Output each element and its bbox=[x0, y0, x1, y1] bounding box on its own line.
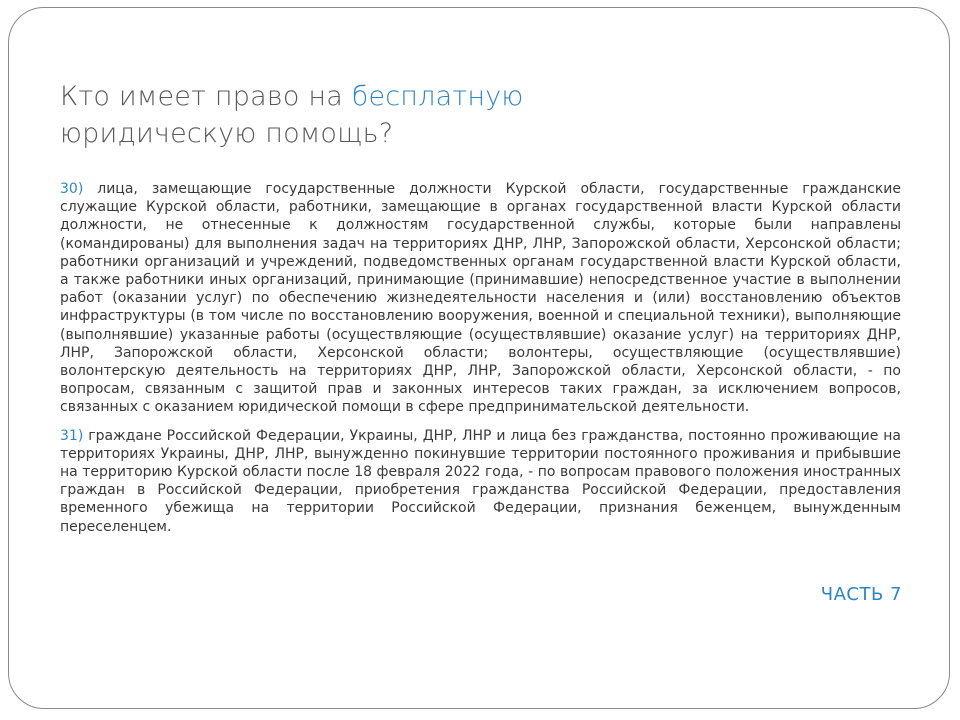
slide-title bbox=[60, 78, 760, 152]
paragraph-text: лица, замещающие государственные должности Курской области, государственные гражданские служащие Курской области, работники, замещающие в органах государственной власти Курской области должности, не отнесенные к должностям государственной службы, которые были направлены (командированы) для выполнения задач на территориях ДНР, ЛНР, Запорожской области, Херсонской области; работники организаций и учреждений, подведомственных органам государственной власти Курской области, а также работники иных организаций, принимающие (принимавшие) непосредственное участие в выполнении работ (оказании услуг) по обеспечению жизнедеятельности населения и (или) восстановлению объектов инфраструктуры (в том числе по восстановлению вооружения, военной и специальной техники), выполняющие (выполнявшие) указанные работы (осуществляющие (осуществлявшие) оказание услуг) на территориях ДНР, ЛНР, Запорожской области, Херсонской области; волонтеры, осуществляющие (осуществлявшие) волонтерскую деятельность на территориях ДНР, ЛНР, Запорожской области, Херсонской области, - по вопросам, связанным с защитой прав и законных интересов таких граждан, за исключением вопросов, связанных с оказанием юридической помощи в сфере предпринимательской деятельности. bbox=[60, 181, 901, 416]
paragraph-30 bbox=[60, 180, 901, 417]
title-prefix: Кто имеет право на bbox=[60, 81, 352, 112]
paragraph-number: 31) bbox=[60, 427, 84, 444]
part-label: ЧАСТЬ 7 bbox=[820, 584, 902, 605]
title-line2: юридическую помощь? bbox=[60, 118, 394, 149]
title-accent: бесплатную bbox=[351, 81, 524, 112]
paragraph-number: 30) bbox=[60, 181, 84, 197]
paragraph-text: граждане Российской Федерации, Украины, ДНР, ЛНР и лица без гражданства, постоянно проживающие на территориях Украины, ДНР, ЛНР, вынужденно покинувшие территории постоянного проживания и прибывшие на территорию Курской области после 18 февраля 2022 года, - по вопросам правового положения иностранных граждан в Российской Федерации, приобретения гражданства Российской Федерации, предоставления временного убежища на территории Российской Федерации, признания беженцем, вынужденным переселенцем. bbox=[60, 427, 902, 535]
paragraph-31 bbox=[60, 427, 901, 536]
slide-body bbox=[60, 180, 901, 546]
